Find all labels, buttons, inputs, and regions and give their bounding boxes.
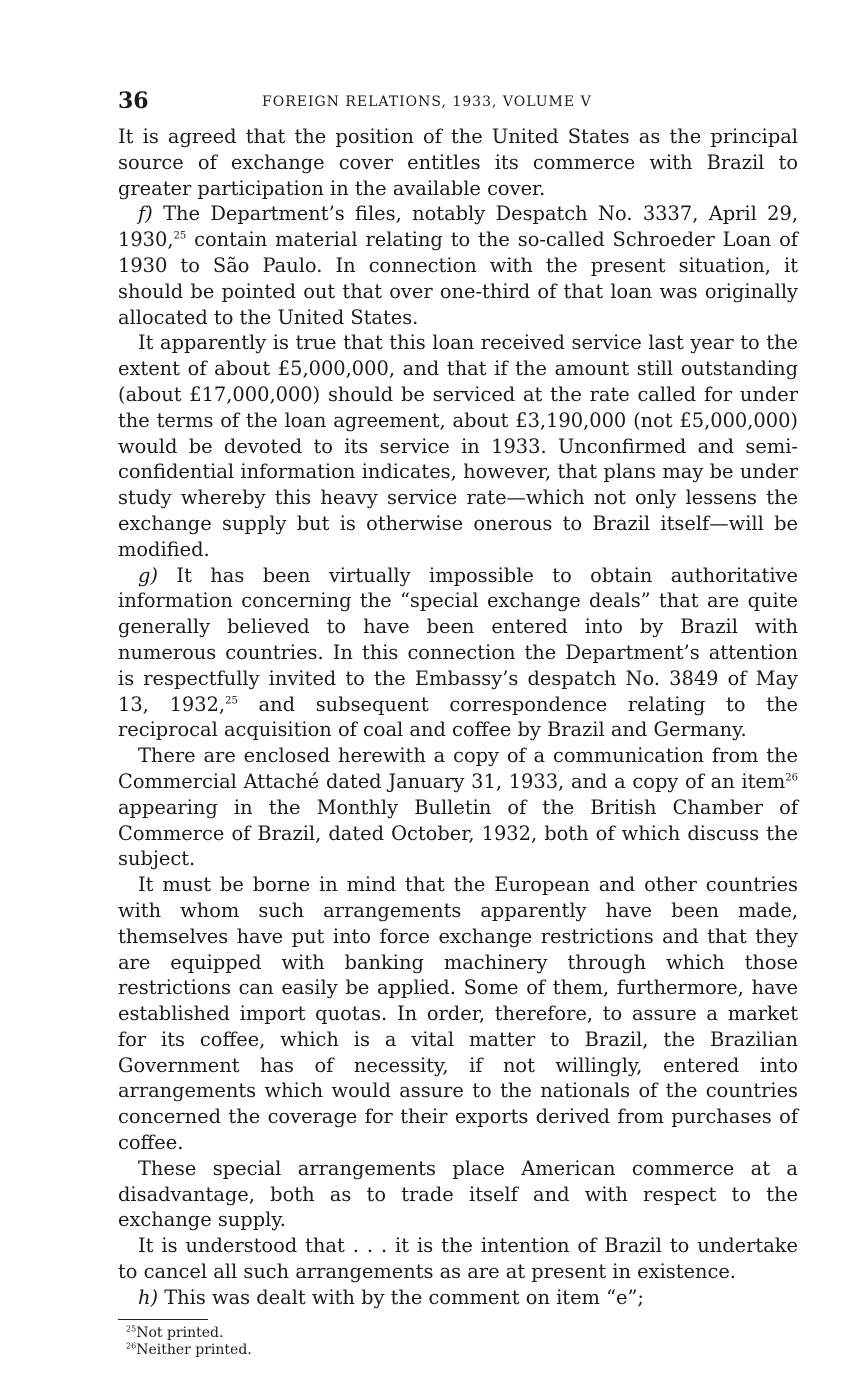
footnote-ref: 25 bbox=[173, 230, 187, 242]
paragraph-f: f) The Department’s files, notably Despatch No. 3337, April 29, 1930,25 contain material relating to the so-called Schroeder Loan of 1930 to São Paulo. In connection with the present situation, it should be pointed out that over one-third of that loan was originally allocated to the United States. bbox=[118, 202, 798, 329]
footnote-text: Not printed. bbox=[136, 1324, 224, 1341]
footnote bbox=[126, 1342, 798, 1359]
paragraph: It is agreed that the position of the United States as the principal source of exchange cover entitles its commerce with Brazil to greater participation in the available cover. bbox=[118, 125, 798, 200]
paragraph: These special arrangements place American commerce at a disadvantage, both as to trade itself and with respect to the exchange supply. bbox=[118, 1156, 798, 1232]
item-label: g) bbox=[138, 563, 158, 587]
item-label: h) bbox=[138, 1285, 159, 1309]
footnote-ref: 25 bbox=[225, 695, 238, 707]
footnote-marker: 25 bbox=[126, 1324, 137, 1333]
running-head: FOREIGN RELATIONS, 1933, VOLUME V bbox=[262, 94, 592, 110]
footnote-divider bbox=[118, 1319, 208, 1320]
document-page bbox=[118, 88, 798, 1359]
footnote-text: Neither printed. bbox=[136, 1341, 252, 1358]
paragraph-h: h) This was dealt with by the comment on item “e”; bbox=[138, 1285, 644, 1309]
paragraph-g: g) It has been virtually impossible to obtain authoritative information concerning the “special exchange deals” that are quite generally believed to have been entered into by Brazil with numerous countries. In this connection the Department’s attention is respectfully invited to the Embassy’s despatch No. 3849 of May 13, 1932,25 and subsequent correspondence relating to the reciprocal acquisition of coal and coffee by Brazil and Germany. bbox=[118, 563, 798, 742]
page-number: 36 bbox=[118, 88, 149, 114]
paragraph: There are enclosed herewith a copy of a communication from the Commercial Attaché dated January 31, 1933, and a copy of an item$^{26}$ appearing in the Monthly Bulletin of the British Chamber of Commerce of Brazil, dated October, 1932, both of which discuss the subject. bbox=[118, 744, 798, 871]
item-label: f) bbox=[138, 202, 153, 226]
page-header bbox=[118, 88, 798, 116]
paragraph: It apparently is true that this loan received service last year to the extent of about £5,000,000, and that if the amount still outstanding (about £17,000,000) should be serviced at the rate called for under the terms of the loan agreement, about £3,190,000 (not £5,000,000) would be devoted to its service in 1933. Unconfirmed and semi-confidential information indicates, however, that plans may be under study whereby this heavy service rate—which not only lessens the exchange supply but is otherwise onerous to Brazil itself—will be modified. bbox=[118, 331, 798, 561]
body-text bbox=[118, 124, 798, 1311]
footnote-marker: 26 bbox=[126, 1341, 137, 1350]
paragraph: It is understood that . . . it is the intention of Brazil to undertake to cancel all such arrangements as are at present in existence. bbox=[118, 1234, 798, 1284]
footnote-ref: 26 bbox=[785, 772, 798, 784]
paragraph: It must be borne in mind that the European and other countries with whom such arrangements apparently have been made, themselves have put into force exchange restrictions and that they are equipped with banking machinery through which those restrictions can easily be applied. Some of them, furthermore, have established import quotas. In order, therefore, to assure a market for its coffee, which is a vital matter to Brazil, the Brazilian Government has of necessity, if not willingly, entered into arrangements which would assure to the nationals of the countries concerned the coverage for their exports derived from purchases of coffee. bbox=[118, 873, 798, 1155]
footnotes bbox=[118, 1325, 798, 1359]
footnote bbox=[126, 1325, 798, 1342]
